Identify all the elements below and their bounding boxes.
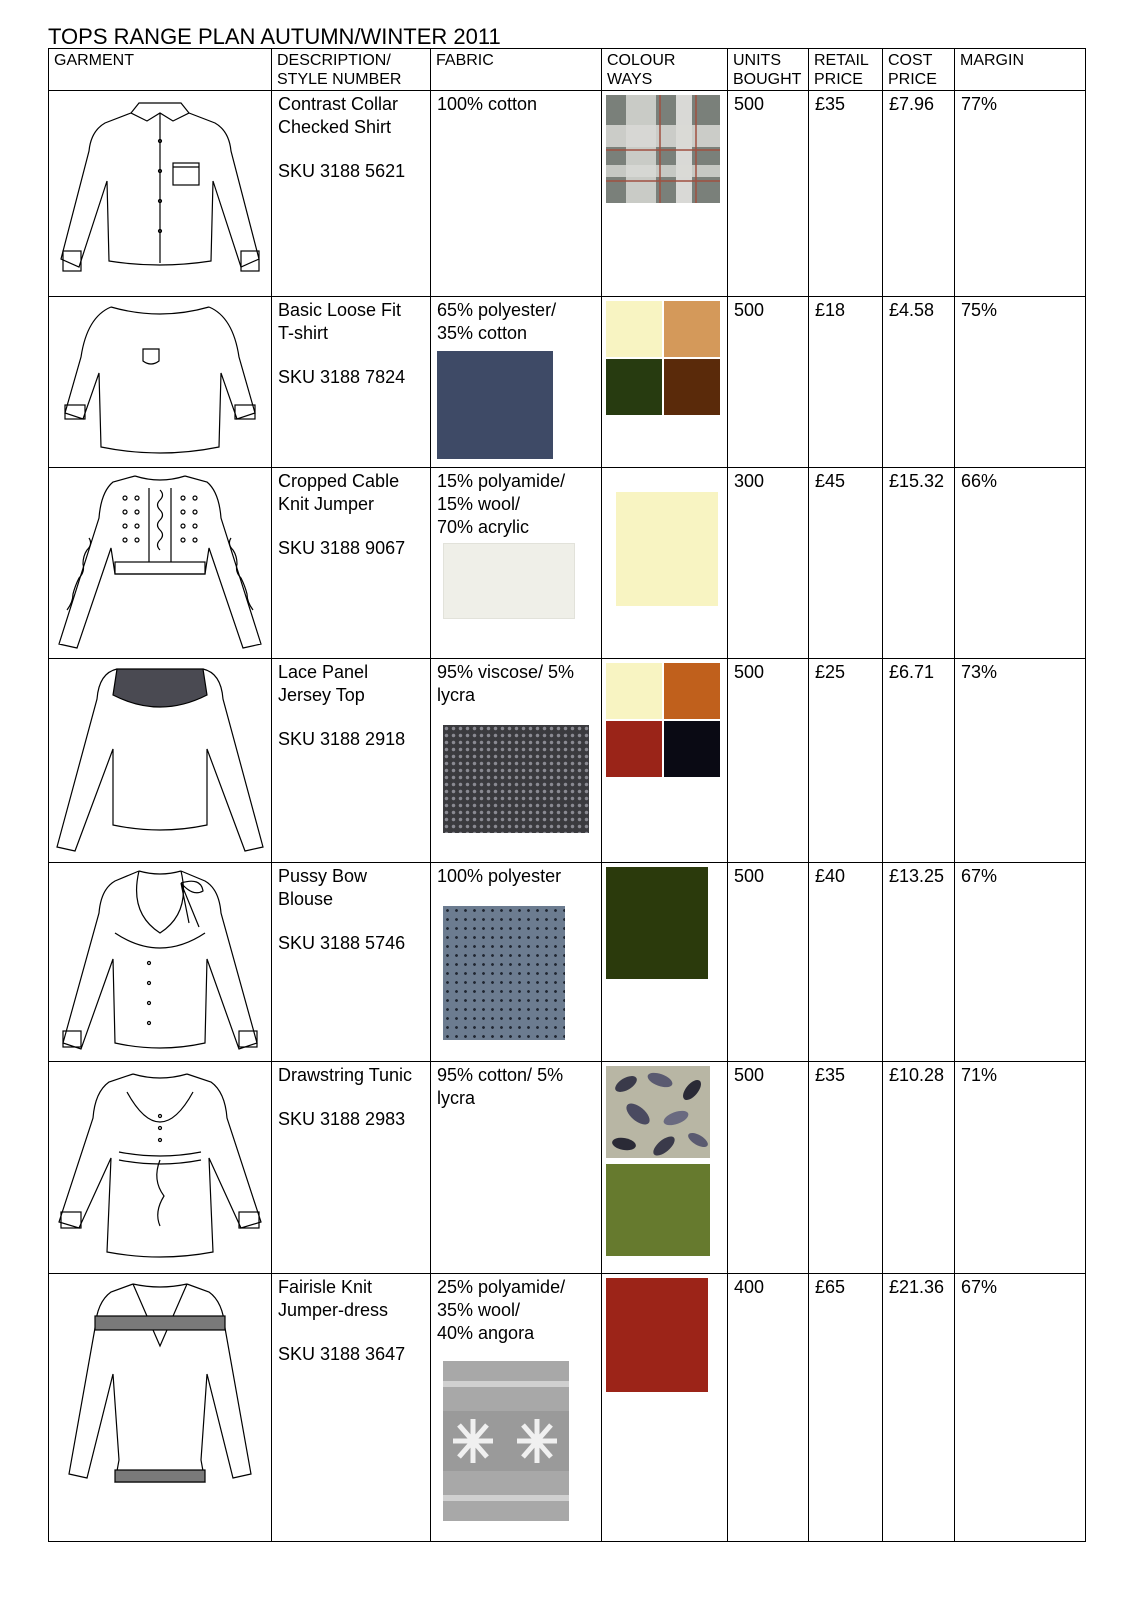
units-cell: 500: [728, 1061, 809, 1273]
cost-cell: £4.58: [883, 296, 955, 467]
header-retail-line2: PRICE: [814, 71, 863, 88]
fabric-cell: [431, 1061, 602, 1273]
range-plan-table: [48, 48, 1086, 1542]
units-cell: 400: [728, 1273, 809, 1541]
colourways-cell: [602, 659, 728, 863]
header-cost-line2: PRICE: [888, 71, 937, 88]
garment-cell: [49, 90, 272, 296]
units-cell: 500: [728, 863, 809, 1062]
units-cell: 500: [728, 296, 809, 467]
row-fabric-line1: 100% cotton: [437, 93, 538, 114]
bow-blouse-sketch-icon: [49, 863, 271, 1056]
table-row: [49, 296, 1086, 467]
garment-cell: [49, 863, 272, 1062]
row-sku: SKU 3188 5621: [278, 160, 406, 181]
cost-cell: £10.28: [883, 1061, 955, 1273]
checked-swatch: [606, 95, 728, 207]
garment-cell: [49, 659, 272, 863]
colour-swatch: [664, 301, 720, 357]
row-name-line2: Jumper-dress: [278, 1299, 389, 1320]
lace-top-sketch-icon: [49, 659, 271, 857]
colourways-cell: [602, 863, 728, 1062]
fabric-cell: [431, 659, 602, 863]
fabric-swatch: [443, 543, 575, 619]
description-cell: [272, 296, 431, 467]
colour-swatch: [606, 359, 662, 415]
header-garment: [49, 49, 272, 91]
row-name-line2: Jersey Top: [278, 685, 365, 706]
margin-cell: 73%: [955, 659, 1086, 863]
leaf-print-swatch: [606, 1066, 710, 1158]
row-fabric-line2: 35% wool/: [437, 1299, 521, 1320]
description-cell: [272, 863, 431, 1062]
retail-cell: £18: [809, 296, 883, 467]
header-description-line2: STYLE NUMBER: [277, 71, 402, 88]
row-name-line1: Pussy Bow: [278, 866, 368, 887]
colour-swatch: [606, 721, 662, 777]
row-fabric-line1: 25% polyamide/: [437, 1276, 566, 1297]
fabric-swatch: [443, 906, 565, 1040]
row-fabric-line1: 95% viscose/ 5%: [437, 662, 575, 683]
header-units-line1: UNITS: [733, 52, 781, 69]
garment-cell: [49, 296, 272, 467]
row-sku: SKU 3188 3647: [278, 1343, 406, 1364]
description-cell: [272, 90, 431, 296]
units-cell: 500: [728, 90, 809, 296]
header-colourways-line2: WAYS: [607, 71, 653, 88]
fairisle-dress-sketch-icon: [49, 1274, 271, 1504]
row-name-line1: Fairisle Knit: [278, 1276, 373, 1297]
header-fabric-label: FABRIC: [436, 52, 494, 69]
description-cell: [272, 467, 431, 659]
colour-swatch: [606, 301, 662, 357]
margin-cell: 71%: [955, 1061, 1086, 1273]
header-cost-line1: COST: [888, 52, 933, 69]
row-sku: SKU 3188 5746: [278, 933, 406, 954]
colourways-cell: [602, 467, 728, 659]
colour-swatch: [616, 492, 718, 606]
retail-cell: £35: [809, 90, 883, 296]
colourways-cell: [602, 90, 728, 296]
description-cell: [272, 659, 431, 863]
fabric-cell: [431, 90, 602, 296]
header-margin: [955, 49, 1086, 91]
colour-swatch: [606, 867, 708, 979]
margin-cell: 75%: [955, 296, 1086, 467]
row-name-line1: Basic Loose Fit: [278, 299, 402, 320]
row-fabric-line2: 35% cotton: [437, 322, 528, 343]
row-fabric-line3: 70% acrylic: [437, 516, 530, 537]
retail-cell: £25: [809, 659, 883, 863]
header-cost: [883, 49, 955, 91]
row-fabric-line1: 15% polyamide/: [437, 470, 566, 491]
garment-cell: [49, 1273, 272, 1541]
row-name-line2: Checked Shirt: [278, 116, 392, 137]
header-description-line1: DESCRIPTION/: [277, 52, 391, 69]
description-cell: [272, 1061, 431, 1273]
header-units-line2: BOUGHT: [733, 71, 802, 88]
retail-cell: £40: [809, 863, 883, 1062]
colour-swatch: [664, 663, 720, 719]
units-cell: 500: [728, 659, 809, 863]
fabric-cell: [431, 863, 602, 1062]
row-fabric-line2: lycra: [437, 1087, 476, 1108]
header-units: [728, 49, 809, 91]
garment-cell: [49, 1061, 272, 1273]
colour-swatch: [606, 1164, 710, 1256]
fabric-cell: [431, 1273, 602, 1541]
colourways-cell: [602, 296, 728, 467]
units-cell: 300: [728, 467, 809, 659]
header-row: [49, 49, 1086, 91]
row-fabric-line3: 40% angora: [437, 1322, 535, 1343]
colourways-cell: [602, 1061, 728, 1273]
colour-swatch-grid: [606, 663, 727, 777]
row-sku: SKU 3188 2983: [278, 1108, 406, 1129]
header-margin-label: MARGIN: [960, 52, 1024, 69]
row-name-line2: Knit Jumper: [278, 493, 375, 514]
margin-cell: 67%: [955, 863, 1086, 1062]
page-title: TOPS RANGE PLAN AUTUMN/WINTER 2011: [48, 24, 501, 49]
fabric-cell: [431, 296, 602, 467]
cable-jumper-sketch-icon: [49, 468, 271, 654]
header-description: [272, 49, 431, 91]
row-fabric-line2: lycra: [437, 685, 476, 706]
cost-cell: £21.36: [883, 1273, 955, 1541]
description-cell: [272, 1273, 431, 1541]
row-name-line1: Contrast Collar: [278, 93, 399, 114]
row-name-line1: Drawstring Tunic: [278, 1064, 413, 1085]
cost-cell: £6.71: [883, 659, 955, 863]
margin-cell: 67%: [955, 1273, 1086, 1541]
row-name-line1: Lace Panel: [278, 662, 369, 683]
row-fabric-line1: 95% cotton/ 5%: [437, 1064, 564, 1085]
header-retail: [809, 49, 883, 91]
colourways-cell: [602, 1273, 728, 1541]
retail-cell: £45: [809, 467, 883, 659]
cost-cell: £13.25: [883, 863, 955, 1062]
table-row: [49, 659, 1086, 863]
garment-cell: [49, 467, 272, 659]
colour-swatch-grid: [606, 301, 727, 415]
table-row: [49, 1061, 1086, 1273]
collar-shirt-sketch-icon: [49, 91, 271, 291]
table-row: [49, 90, 1086, 296]
row-sku: SKU 3188 9067: [278, 537, 406, 558]
table-row: [49, 863, 1086, 1062]
retail-cell: £65: [809, 1273, 883, 1541]
tunic-sketch-icon: [49, 1062, 271, 1268]
table-row: [49, 467, 1086, 659]
fabric-swatch: [443, 725, 589, 833]
header-colourways: [602, 49, 728, 91]
header-retail-line1: RETAIL: [814, 52, 869, 69]
colour-swatch: [664, 359, 720, 415]
margin-cell: 77%: [955, 90, 1086, 296]
row-sku: SKU 3188 2918: [278, 729, 406, 750]
row-fabric-line2: 15% wool/: [437, 493, 521, 514]
fairisle-fabric-swatch: [443, 1361, 569, 1521]
row-fabric-line1: 65% polyester/: [437, 299, 557, 320]
colour-swatch: [606, 1278, 708, 1392]
cost-cell: £15.32: [883, 467, 955, 659]
colour-swatch: [664, 721, 720, 777]
table-row: [49, 1273, 1086, 1541]
row-name-line2: Blouse: [278, 889, 334, 910]
header-colourways-line1: COLOUR: [607, 52, 676, 69]
header-garment-label: GARMENT: [54, 52, 134, 69]
row-fabric-line1: 100% polyester: [437, 866, 562, 887]
fabric-cell: [431, 467, 602, 659]
row-name-line2: T-shirt: [278, 322, 329, 343]
row-name-line1: Cropped Cable: [278, 470, 400, 491]
margin-cell: 66%: [955, 467, 1086, 659]
row-sku: SKU 3188 7824: [278, 366, 406, 387]
cost-cell: £7.96: [883, 90, 955, 296]
header-fabric: [431, 49, 602, 91]
tshirt-sketch-icon: [49, 297, 271, 463]
retail-cell: £35: [809, 1061, 883, 1273]
fabric-swatch: [437, 351, 553, 459]
colour-swatch: [606, 663, 662, 719]
